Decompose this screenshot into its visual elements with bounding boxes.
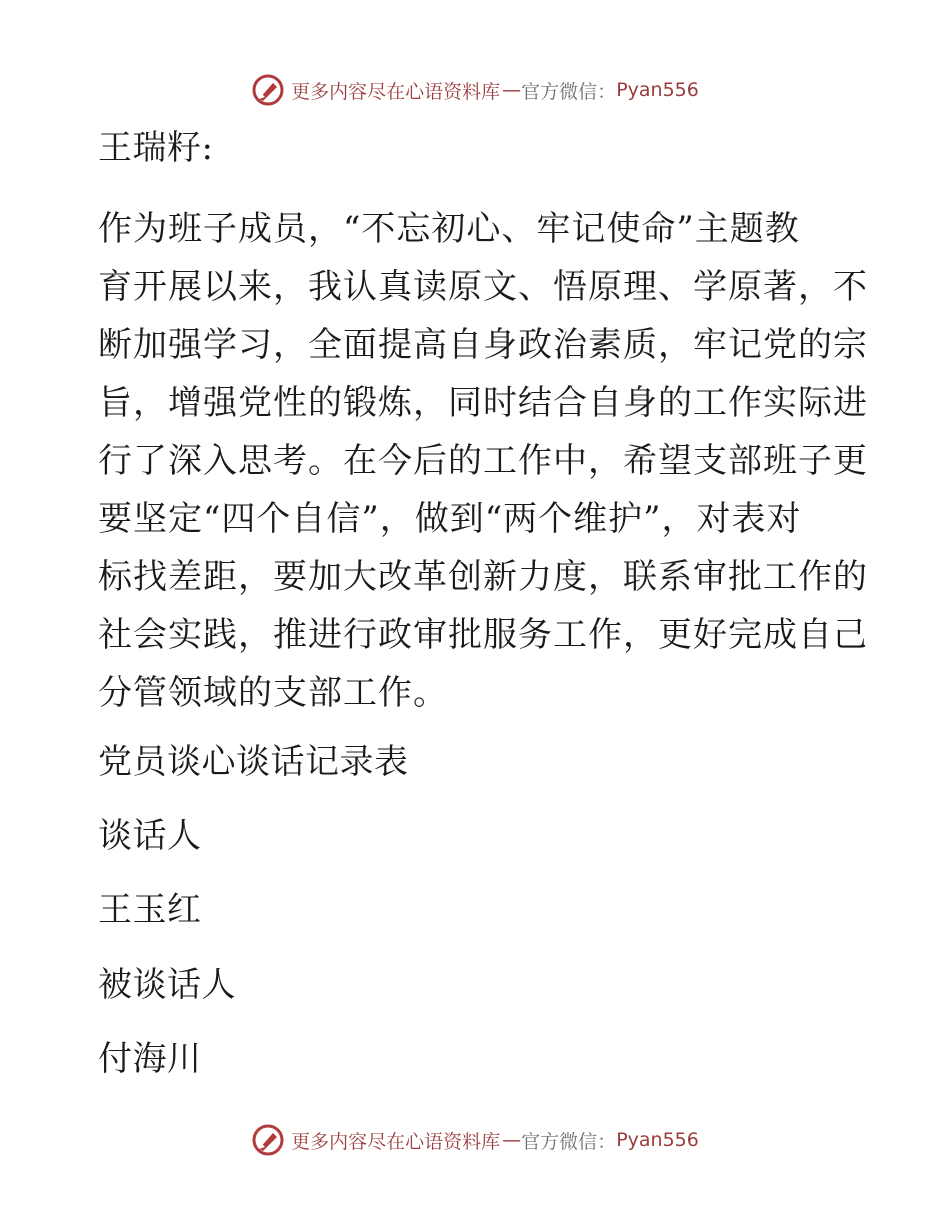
talkee-name: 付海川 (98, 1039, 202, 1079)
footer-watermark (0, 1120, 950, 1160)
paragraph-line: 行了深入思考。在今后的工作中，希望支部班子更 (98, 441, 868, 481)
banner-dash: — (502, 1129, 520, 1151)
paragraph (98, 200, 868, 722)
banner-main-text: 更多内容尽在心语资料库 (291, 1130, 501, 1153)
paragraph-line: 标找差距，要加大改革创新力度，联系审批工作的 (98, 557, 868, 597)
talker-label: 谈话人 (98, 816, 202, 856)
talkee-label: 被谈话人 (98, 965, 236, 1005)
banner-side-text: 官方微信： (521, 1130, 617, 1153)
paragraph-line: 断加强学习，全面提高自身政治素质，牢记党的宗 (98, 325, 868, 365)
heading-name: 王瑞籽: (98, 128, 214, 168)
paragraph-line: 分管领域的支部工作。 (98, 673, 448, 713)
pen-logo-icon (251, 1123, 285, 1157)
paragraph-line: 作为班子成员，“不忘初心、牢记使命”主题教 (98, 209, 800, 249)
banner-side-text: 官方微信： (521, 80, 617, 103)
banner-dash: — (502, 79, 520, 101)
banner-handle: Pyan556 (616, 79, 699, 101)
paragraph-line: 旨，增强党性的锻炼，同时结合自身的工作实际进 (98, 383, 868, 423)
paragraph-line: 育开展以来，我认真读原文、悟原理、学原著，不 (98, 267, 868, 307)
banner-main-text: 更多内容尽在心语资料库 (291, 80, 501, 103)
paragraph-line: 社会实践，推进行政审批服务工作，更好完成自己 (98, 615, 868, 655)
record-title: 党员谈心谈话记录表 (98, 742, 409, 782)
paragraph-line: 要坚定“四个自信”，做到“两个维护”，对表对 (98, 499, 802, 539)
talker-name: 王玉红 (98, 890, 202, 930)
banner-handle: Pyan556 (616, 1129, 699, 1151)
